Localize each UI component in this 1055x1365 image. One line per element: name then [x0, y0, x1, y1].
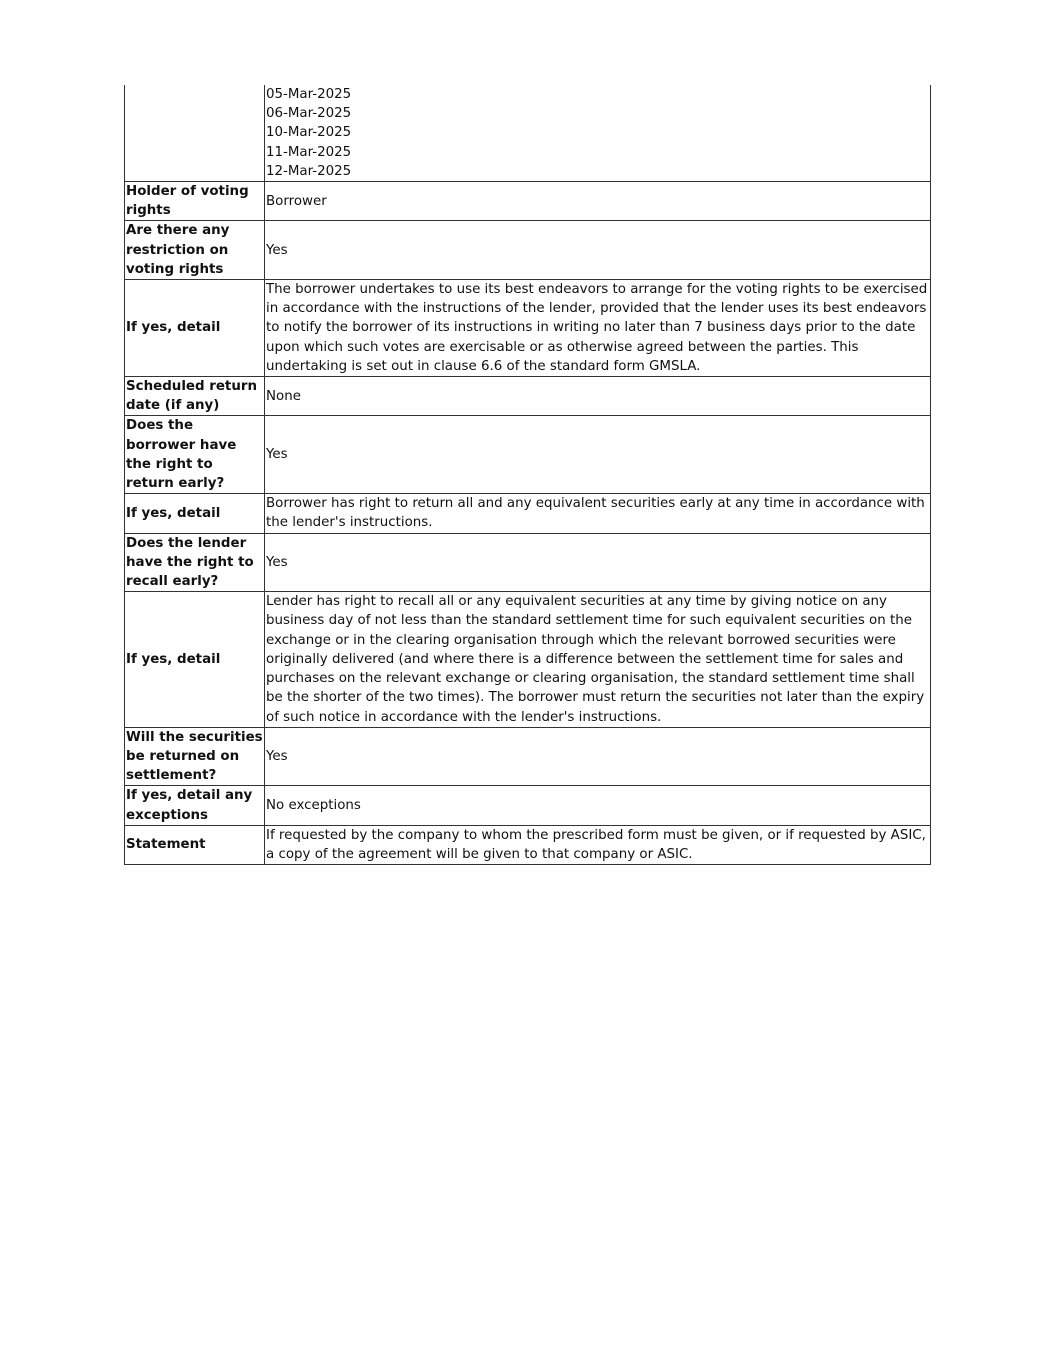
- table-row-scheduled-return: [125, 377, 931, 416]
- row-value: No exceptions: [265, 786, 931, 825]
- row-label: If yes, detail: [125, 494, 265, 533]
- row-value: Yes: [265, 221, 931, 280]
- date-entry: 05-Mar-2025: [266, 87, 352, 102]
- row-value: If requested by the company to whom the prescribed form must be given, or if requested by ASIC, a copy of the agreement will be given to that company or ASIC.: [265, 825, 931, 864]
- row-value: The borrower undertakes to use its best endeavors to arrange for the voting rights to be exercised in accordance with the instructions of the lender, provided that the lender uses its best endeavors to notify the borrower of its instructions in writing no later than 7 business days prior to the date upon which such votes are exercisable or as otherwise agreed between the parties. This undertaking is set out in clause 6.6 of the standard form GMSLA.: [265, 280, 931, 377]
- row-label: Does the lender have the right to recall early?: [125, 533, 265, 592]
- row-value: Lender has right to recall all or any equivalent securities at any time by giving notice on any business day of not less than the standard settlement time for such equivalent securities on the exchange or in the clearing organisation through which the relevant borrowed securities were originally delivered (and where there is a difference between the settlement time for sales and purchases on the relevant exchange or clearing organisation, the standard settlement time shall be the shorter of the two times). The borrower must return the securities not later than the expiry of such notice in accordance with the lender's instructions.: [265, 592, 931, 727]
- row-label: Will the securities be returned on settlement?: [125, 727, 265, 786]
- row-label: Are there any restriction on voting rights: [125, 221, 265, 280]
- date-entry: 11-Mar-2025: [266, 144, 352, 160]
- table-row-dates: [125, 85, 931, 182]
- row-value: Yes: [265, 727, 931, 786]
- row-label: [125, 85, 265, 182]
- row-label: Holder of voting rights: [125, 182, 265, 221]
- row-value: None: [265, 377, 931, 416]
- row-label: If yes, detail: [125, 280, 265, 377]
- row-label: Scheduled return date (if any): [125, 377, 265, 416]
- document-page: [124, 85, 931, 865]
- table-row-lender-recall-early: [125, 533, 931, 592]
- table-row-holder-of-voting-rights: [125, 182, 931, 221]
- table-row-lender-recall-detail: [125, 592, 931, 727]
- table-row-returned-on-settlement: [125, 727, 931, 786]
- date-entry: 12-Mar-2025: [266, 163, 352, 179]
- date-entry: 06-Mar-2025: [266, 106, 352, 122]
- row-value: Yes: [265, 533, 931, 592]
- securities-lending-table: [124, 85, 931, 865]
- row-value: Borrower has right to return all and any equivalent securities early at any time in accordance with the lender's instructions.: [265, 494, 931, 533]
- row-label: If yes, detail: [125, 592, 265, 727]
- row-label: If yes, detail any exceptions: [125, 786, 265, 825]
- table-row-borrower-return-detail: [125, 494, 931, 533]
- table-row-borrower-return-early: [125, 416, 931, 494]
- table-row-statement: [125, 825, 931, 864]
- row-value: Yes: [265, 416, 931, 494]
- row-label: Does the borrower have the right to return early?: [125, 416, 265, 494]
- date-entry: 10-Mar-2025: [266, 125, 352, 141]
- row-value: Borrower: [265, 182, 931, 221]
- table-row-exceptions: [125, 786, 931, 825]
- row-label: Statement: [125, 825, 265, 864]
- table-row-voting-restriction: [125, 221, 931, 280]
- table-row-voting-detail: [125, 280, 931, 377]
- dates-cell: [265, 85, 931, 182]
